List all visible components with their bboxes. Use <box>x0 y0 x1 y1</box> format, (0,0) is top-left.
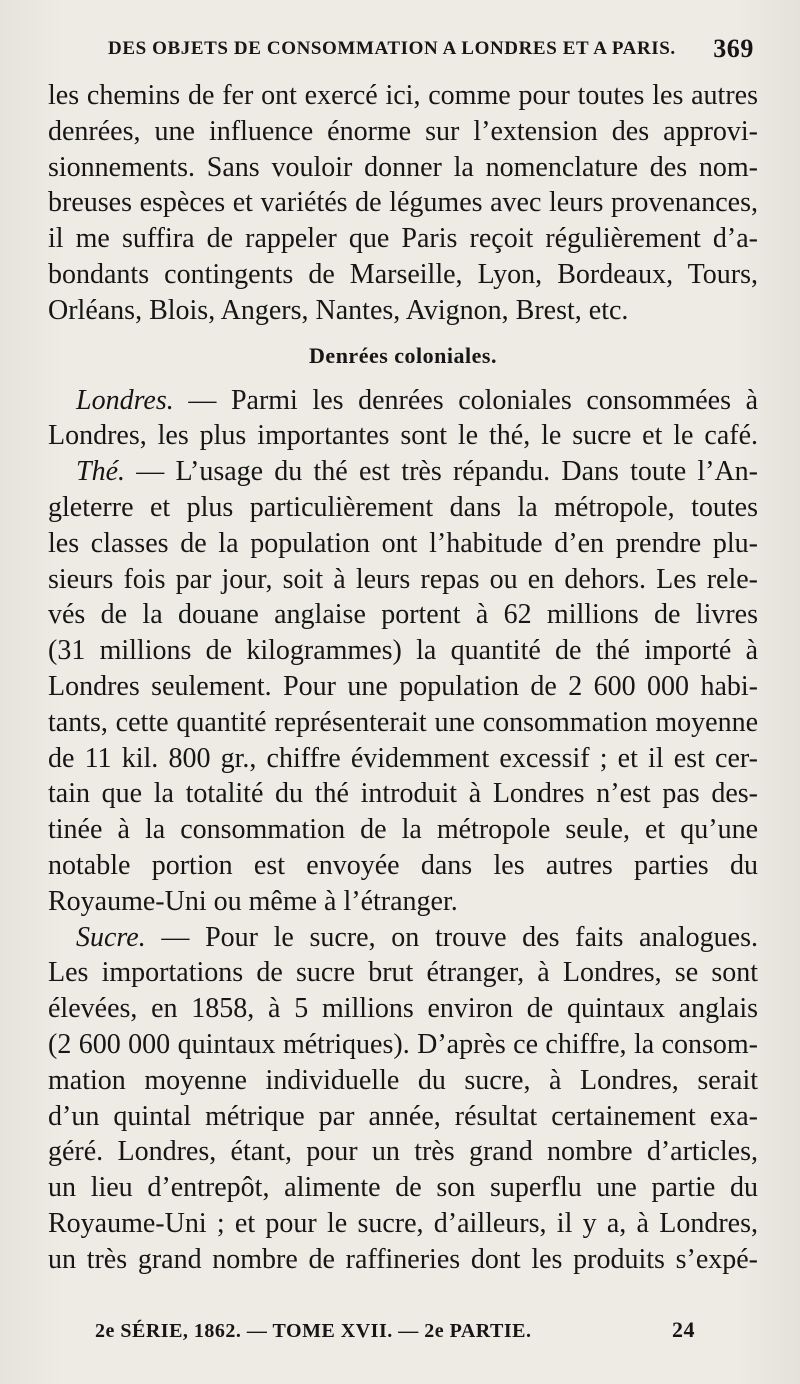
text-line: élevées, en 1858, à 5 millions environ de quintaux anglais <box>48 993 758 1025</box>
text-line: il me suffira de rappeler que Paris reçoit régulièrement d’a- <box>48 223 758 255</box>
text-line: denrées, une influence énorme sur l’extension des approvi- <box>48 115 758 147</box>
running-title: DES OBJETS DE CONSOMMATION A LONDRES ET A PARIS. <box>108 38 676 59</box>
text-line: gleterre et plus particulièrement dans la métropole, toutes <box>48 491 758 523</box>
text-line: mation moyenne individuelle du sucre, à Londres, serait <box>48 1064 758 1096</box>
text-line: (2 600 000 quintaux métriques). D’après ce chiffre, la consom- <box>48 1028 758 1060</box>
text-line: les chemins de fer ont exercé ici, comme pour toutes les autres <box>48 80 758 111</box>
footer-series: 2e SÉRIE, 1862. — TOME XVII. — 2e PARTIE. <box>95 1320 532 1342</box>
text-line: un très grand nombre de raffineries dont les produits s’expé- <box>48 1243 758 1275</box>
text-line: notable portion est envoyée dans les autres parties du <box>48 849 758 881</box>
text-line: tinée à la consommation de la métropole seule, et qu’une <box>48 814 758 846</box>
text-line: de 11 kil. 800 gr., chiffre évidemment excessif ; et il est cer- <box>48 742 758 774</box>
text-line: Les importations de sucre brut étranger, à Londres, se sont <box>48 957 758 989</box>
text-line: tants, cette quantité représenterait une consommation moyenne <box>48 706 758 738</box>
text-line: breuses espèces et variétés de légumes avec leurs provenances, <box>48 187 758 219</box>
paragraph-first-line: Thé. — L’usage du thé est très répandu. Dans toute l’An- <box>76 456 758 488</box>
running-header <box>108 34 754 63</box>
page-number: 369 <box>713 34 754 63</box>
text-line: vés de la douane anglaise portent à 62 millions de livres <box>48 599 758 631</box>
text-line: d’un quintal métrique par année, résultat certainement exa- <box>48 1100 758 1132</box>
text-line: Orléans, Blois, Angers, Nantes, Avignon, Brest, etc. <box>48 294 629 326</box>
text-line: les classes de la population ont l’habitude d’en prendre plu- <box>48 527 758 559</box>
text-line: un lieu d’entrepôt, alimente de son superflu une partie du <box>48 1172 758 1204</box>
text-line: Royaume-Uni ou même à l’étranger. <box>48 885 458 917</box>
paragraph-first-line: Londres. — Parmi les denrées coloniales consommées à <box>76 384 758 416</box>
section-heading: Denrées coloniales. <box>309 342 497 368</box>
paragraph-first-line: Sucre. — Pour le sucre, on trouve des faits analogues. <box>76 921 759 953</box>
text-line: Londres seulement. Pour une population de 2 600 000 habi- <box>48 670 758 702</box>
text-line: Londres, les plus importantes sont le thé, le sucre et le café. <box>48 420 758 452</box>
signature-mark: 24 <box>672 1317 695 1342</box>
text-line: tain que la totalité du thé introduit à Londres n’est pas des- <box>48 778 758 810</box>
paragraph-label: Sucre. <box>76 921 146 953</box>
text-line: sieurs fois par jour, soit à leurs repas ou en dehors. Les rele- <box>48 563 758 595</box>
paragraph-label: Thé. <box>76 456 125 488</box>
paragraph-label: Londres. <box>76 384 174 416</box>
text-line: (31 millions de kilogrammes) la quantité de thé importé à <box>48 635 758 667</box>
text-line: géré. Londres, étant, pour un très grand nombre d’articles, <box>48 1136 758 1168</box>
text-line: sionnements. Sans vouloir donner la nomenclature des nom- <box>48 151 758 183</box>
page-body <box>48 78 758 1278</box>
page-footer <box>95 1317 695 1343</box>
text-line: bondants contingents de Marseille, Lyon, Bordeaux, Tours, <box>48 258 758 290</box>
text-line: Royaume-Uni ; et pour le sucre, d’ailleurs, il y a, à Londres, <box>48 1207 758 1239</box>
